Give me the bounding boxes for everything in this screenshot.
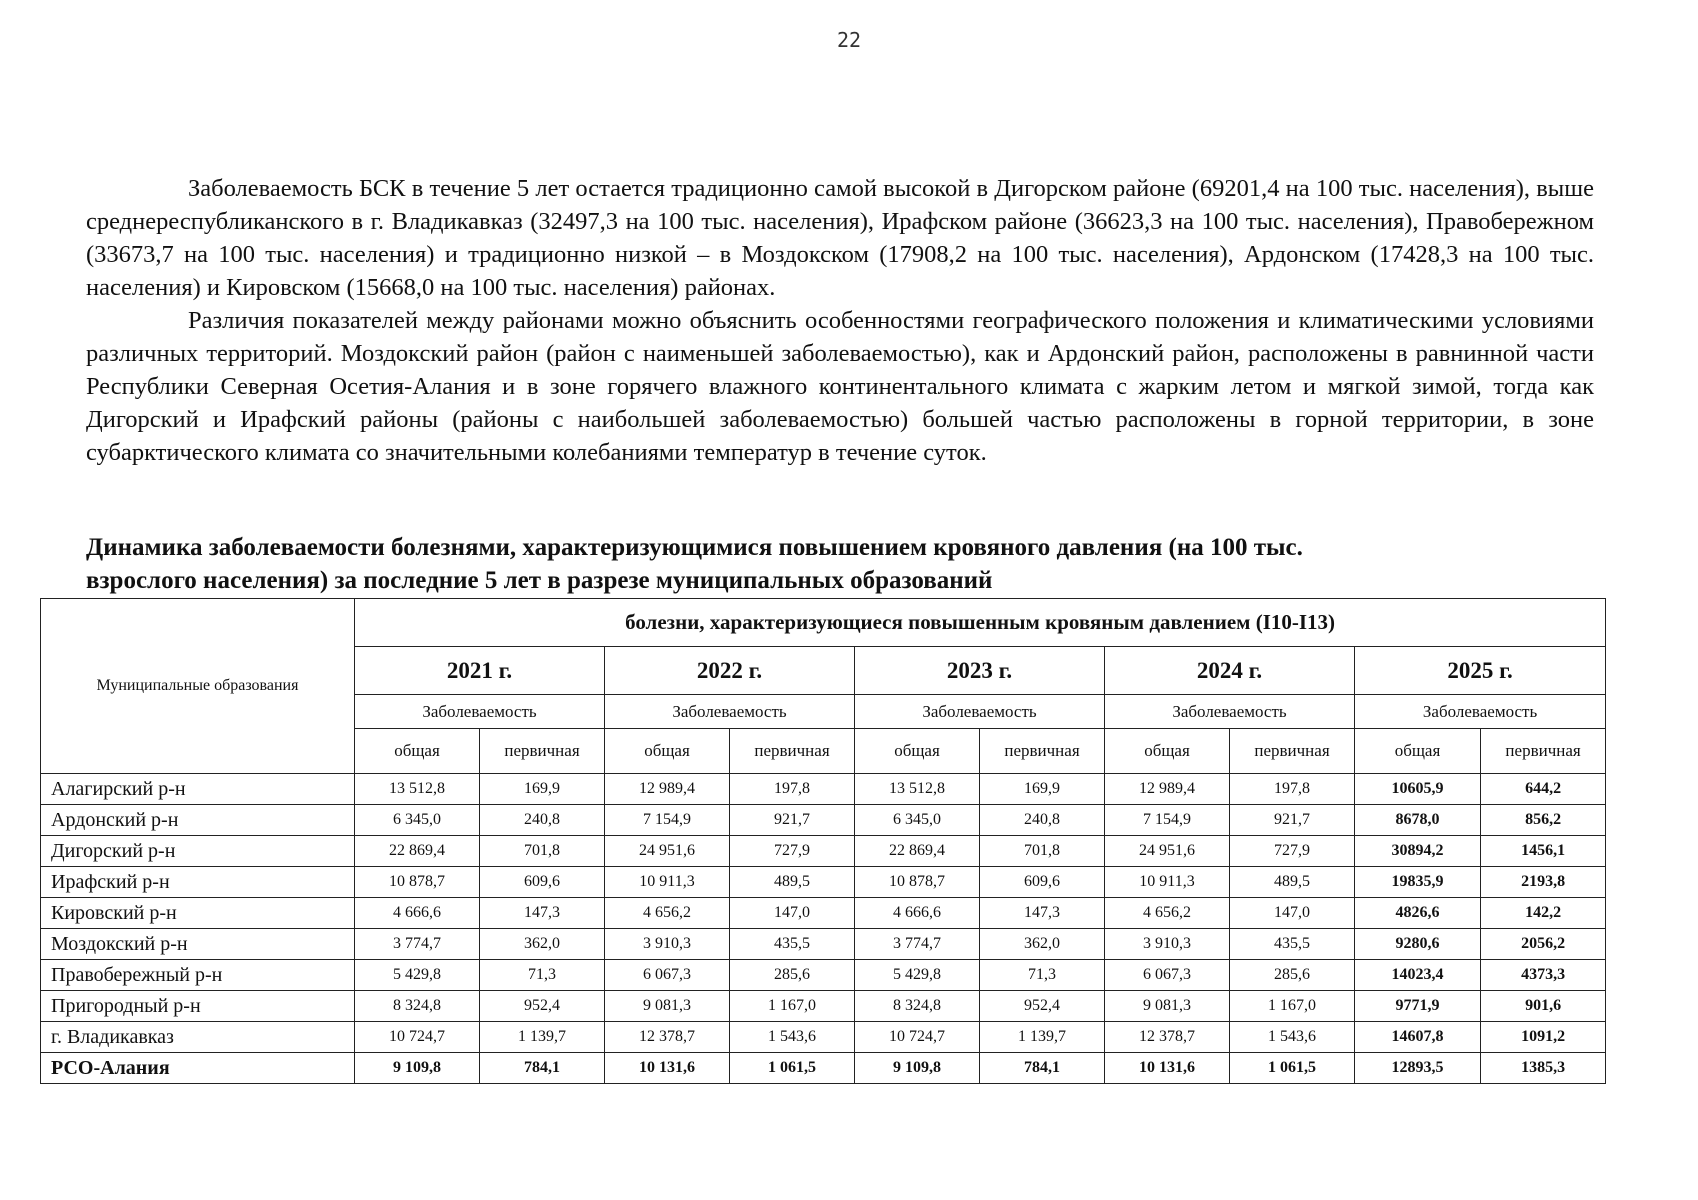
value-primary: 489,5 — [1230, 867, 1355, 898]
year-header: 2025 г. — [1355, 647, 1606, 695]
value-primary: 240,8 — [480, 805, 605, 836]
table-row — [41, 960, 1606, 991]
value-total: 3 774,7 — [855, 929, 980, 960]
value-total: 10 878,7 — [855, 867, 980, 898]
value-total: 4 666,6 — [855, 898, 980, 929]
value-total: 9771,9 — [1355, 991, 1481, 1022]
value-total: 9 109,8 — [355, 1053, 480, 1084]
value-primary: 784,1 — [980, 1053, 1105, 1084]
value-total: 10 724,7 — [855, 1022, 980, 1053]
municipality-name: Ардонский р-н — [41, 805, 355, 836]
municipality-header: Муниципальные образования — [41, 599, 355, 774]
value-primary: 197,8 — [730, 774, 855, 805]
value-primary: 952,4 — [980, 991, 1105, 1022]
value-total: 5 429,8 — [855, 960, 980, 991]
year-header: 2021 г. — [355, 647, 605, 695]
value-primary: 1091,2 — [1481, 1022, 1606, 1053]
value-total: 13 512,8 — [855, 774, 980, 805]
paragraph: Различия показателей между районами можно объяснить особенностями географического положения и климатическими условиями различных территорий. Моздокский район (район с наименьшей заболеваемостью), как и Ардонский район, расположены в равнинной части Республики Северная Осетия-Алания и в зоне горячего влажного континентального климата с жарким летом и мягкой зимой, тогда как Дигорский и Ирафский районы (районы с наибольшей заболеваемостью) большей частью расположены в горной территории, в зоне субарктического климата со значительными колебаниями температур в течение суток. — [86, 307, 1594, 466]
value-total: 6 345,0 — [355, 805, 480, 836]
value-total: 14023,4 — [1355, 960, 1481, 991]
value-primary: 147,3 — [480, 898, 605, 929]
kind-total-header: общая — [855, 729, 980, 774]
value-total: 24 951,6 — [605, 836, 730, 867]
value-primary: 285,6 — [1230, 960, 1355, 991]
value-total: 13 512,8 — [355, 774, 480, 805]
value-total: 4826,6 — [1355, 898, 1481, 929]
value-total: 8 324,8 — [355, 991, 480, 1022]
value-primary: 197,8 — [1230, 774, 1355, 805]
morbidity-header: Заболеваемость — [605, 695, 855, 729]
value-total: 12 989,4 — [1105, 774, 1230, 805]
value-total: 10 724,7 — [355, 1022, 480, 1053]
value-primary: 362,0 — [480, 929, 605, 960]
paragraph: Заболеваемость БСК в течение 5 лет остается традиционно самой высокой в Дигорском районе (69201,4 на 100 тыс. населения), выше среднереспубликанского в г. Владикавказ (32497,3 на 100 тыс. населения), Ирафском районе (36623,3 на 100 тыс. населения), Правобережном (33673,7 на 100 тыс. населения) и традиционно низкой – в Моздокском (17908,2 на 100 тыс. населения), Ардонском (17428,3 на 100 тыс. населения) и Кировском (15668,0 на 100 тыс. населения) районах. — [86, 175, 1594, 301]
value-primary: 147,3 — [980, 898, 1105, 929]
value-primary: 952,4 — [480, 991, 605, 1022]
value-total: 3 910,3 — [605, 929, 730, 960]
value-primary: 921,7 — [730, 805, 855, 836]
value-total: 8678,0 — [1355, 805, 1481, 836]
morbidity-header: Заболеваемость — [1105, 695, 1355, 729]
table-title-line: взрослого населения) за последние 5 лет в разрезе муниципальных образований — [86, 567, 993, 594]
table-row — [41, 836, 1606, 867]
year-header: 2023 г. — [855, 647, 1105, 695]
value-primary: 609,6 — [480, 867, 605, 898]
kind-total-header: общая — [605, 729, 730, 774]
value-primary: 435,5 — [1230, 929, 1355, 960]
value-primary: 2056,2 — [1481, 929, 1606, 960]
value-primary: 142,2 — [1481, 898, 1606, 929]
value-primary: 1 061,5 — [1230, 1053, 1355, 1084]
kind-primary-header: первичная — [980, 729, 1105, 774]
table-row — [41, 929, 1606, 960]
value-total: 10 911,3 — [605, 867, 730, 898]
morbidity-header: Заболеваемость — [355, 695, 605, 729]
value-total: 9280,6 — [1355, 929, 1481, 960]
value-total: 4 656,2 — [605, 898, 730, 929]
value-total: 10 131,6 — [605, 1053, 730, 1084]
table-title — [86, 531, 1646, 597]
value-total: 12893,5 — [1355, 1053, 1481, 1084]
value-total: 22 869,4 — [855, 836, 980, 867]
municipality-name: Моздокский р-н — [41, 929, 355, 960]
table-row — [41, 867, 1606, 898]
value-primary: 147,0 — [1230, 898, 1355, 929]
value-total: 22 869,4 — [355, 836, 480, 867]
value-primary: 362,0 — [980, 929, 1105, 960]
kind-total-header: общая — [1355, 729, 1481, 774]
value-total: 6 067,3 — [605, 960, 730, 991]
value-primary: 1385,3 — [1481, 1053, 1606, 1084]
value-primary: 644,2 — [1481, 774, 1606, 805]
municipality-name: Кировский р-н — [41, 898, 355, 929]
municipality-name: Пригородный р-н — [41, 991, 355, 1022]
value-primary: 2193,8 — [1481, 867, 1606, 898]
value-primary: 1 061,5 — [730, 1053, 855, 1084]
value-primary: 71,3 — [480, 960, 605, 991]
morbidity-header: Заболеваемость — [1355, 695, 1606, 729]
year-header: 2024 г. — [1105, 647, 1355, 695]
morbidity-table — [40, 598, 1606, 1084]
kind-primary-header: первичная — [1481, 729, 1606, 774]
value-primary: 727,9 — [1230, 836, 1355, 867]
kind-total-header: общая — [355, 729, 480, 774]
value-total: 9 081,3 — [1105, 991, 1230, 1022]
value-primary: 856,2 — [1481, 805, 1606, 836]
value-primary: 901,6 — [1481, 991, 1606, 1022]
value-primary: 727,9 — [730, 836, 855, 867]
value-primary: 609,6 — [980, 867, 1105, 898]
value-total: 12 378,7 — [1105, 1022, 1230, 1053]
value-total: 7 154,9 — [1105, 805, 1230, 836]
municipality-name: Дигорский р-н — [41, 836, 355, 867]
value-primary: 784,1 — [480, 1053, 605, 1084]
value-total: 10 878,7 — [355, 867, 480, 898]
kind-primary-header: первичная — [730, 729, 855, 774]
value-primary: 701,8 — [980, 836, 1105, 867]
value-total: 14607,8 — [1355, 1022, 1481, 1053]
disease-header: болезни, характеризующиеся повышенным кровяным давлением (I10-I13) — [355, 599, 1606, 647]
value-total: 7 154,9 — [605, 805, 730, 836]
value-total: 19835,9 — [1355, 867, 1481, 898]
kind-total-header: общая — [1105, 729, 1230, 774]
year-header: 2022 г. — [605, 647, 855, 695]
value-primary: 71,3 — [980, 960, 1105, 991]
value-total: 10 131,6 — [1105, 1053, 1230, 1084]
morbidity-header: Заболеваемость — [855, 695, 1105, 729]
value-primary: 1 543,6 — [1230, 1022, 1355, 1053]
table-row — [41, 1022, 1606, 1053]
value-primary: 921,7 — [1230, 805, 1355, 836]
value-primary: 1 167,0 — [1230, 991, 1355, 1022]
value-total: 6 067,3 — [1105, 960, 1230, 991]
value-primary: 169,9 — [980, 774, 1105, 805]
value-total: 5 429,8 — [355, 960, 480, 991]
value-total: 30894,2 — [1355, 836, 1481, 867]
value-total: 12 989,4 — [605, 774, 730, 805]
value-primary: 147,0 — [730, 898, 855, 929]
table-body — [41, 774, 1606, 1084]
table-row — [41, 774, 1606, 805]
municipality-name: Алагирский р-н — [41, 774, 355, 805]
municipality-name: г. Владикавказ — [41, 1022, 355, 1053]
value-total: 3 910,3 — [1105, 929, 1230, 960]
kind-primary-header: первичная — [480, 729, 605, 774]
value-primary: 4373,3 — [1481, 960, 1606, 991]
value-primary: 1 543,6 — [730, 1022, 855, 1053]
value-primary: 285,6 — [730, 960, 855, 991]
value-primary: 489,5 — [730, 867, 855, 898]
body-text — [86, 172, 1594, 469]
value-total: 6 345,0 — [855, 805, 980, 836]
municipality-name: Правобережный р-н — [41, 960, 355, 991]
value-primary: 1456,1 — [1481, 836, 1606, 867]
value-total: 3 774,7 — [355, 929, 480, 960]
value-total: 10605,9 — [1355, 774, 1481, 805]
value-primary: 1 167,0 — [730, 991, 855, 1022]
value-primary: 240,8 — [980, 805, 1105, 836]
value-total: 8 324,8 — [855, 991, 980, 1022]
table-total-row — [41, 1053, 1606, 1084]
table-title-line: Динамика заболеваемости болезнями, характеризующимися повышением кровяного давления (на 100 тыс. — [86, 534, 1303, 561]
value-primary: 1 139,7 — [980, 1022, 1105, 1053]
table-row — [41, 898, 1606, 929]
municipality-name: Ирафский р-н — [41, 867, 355, 898]
value-total: 4 656,2 — [1105, 898, 1230, 929]
table-row — [41, 805, 1606, 836]
value-primary: 701,8 — [480, 836, 605, 867]
value-total: 9 081,3 — [605, 991, 730, 1022]
kind-primary-header: первичная — [1230, 729, 1355, 774]
value-total: 4 666,6 — [355, 898, 480, 929]
page-number: 22 — [836, 28, 862, 52]
value-primary: 1 139,7 — [480, 1022, 605, 1053]
value-total: 12 378,7 — [605, 1022, 730, 1053]
municipality-name: РСО-Алания — [41, 1053, 355, 1084]
value-primary: 435,5 — [730, 929, 855, 960]
value-total: 24 951,6 — [1105, 836, 1230, 867]
value-primary: 169,9 — [480, 774, 605, 805]
value-total: 9 109,8 — [855, 1053, 980, 1084]
value-total: 10 911,3 — [1105, 867, 1230, 898]
table-row — [41, 991, 1606, 1022]
